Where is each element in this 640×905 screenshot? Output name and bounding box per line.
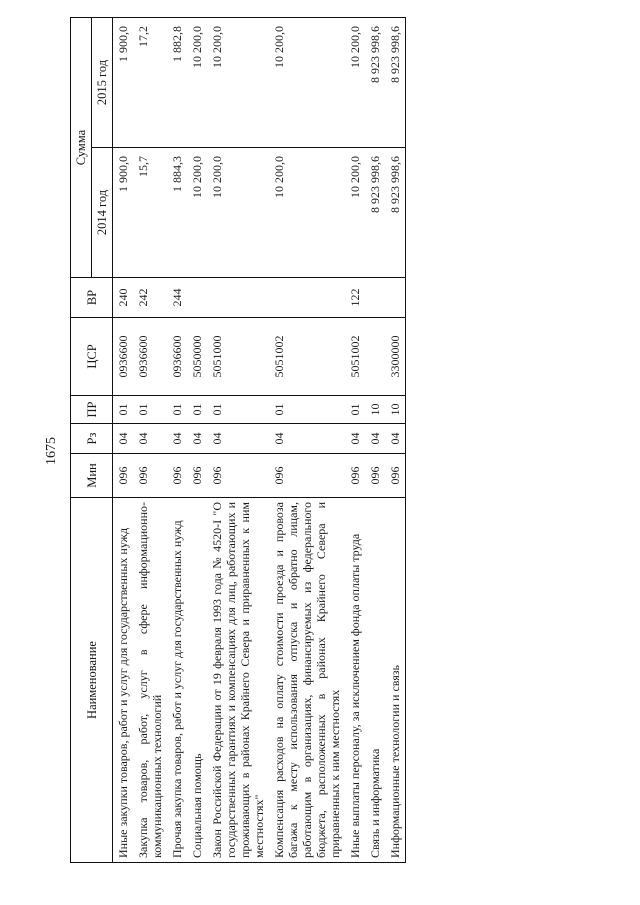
table-row xyxy=(133,18,167,863)
row-pr: 10 xyxy=(365,396,385,424)
header-csr: ЦСР xyxy=(71,318,113,396)
row-min: 096 xyxy=(365,454,385,498)
header-pr: ПР xyxy=(71,396,113,424)
row-rz: 04 xyxy=(365,424,385,454)
row-vr xyxy=(269,278,345,318)
row-rz: 04 xyxy=(207,424,269,454)
row-pr: 01 xyxy=(133,396,167,424)
row-2015: 10 200,0 xyxy=(269,18,345,148)
header-min: Мин xyxy=(71,454,113,498)
row-name: Компенсация расходов на оплату стоимости проезда и провоза багажа к месту использования отпуска и обратно лицам, работающим в организациях, финансируемых из федерального бюджета, расположенных в районах Крайнего Севера и приравненных к ним местностях xyxy=(269,498,345,863)
row-csr: 5051002 xyxy=(345,318,365,396)
row-2015: 1 882,8 xyxy=(167,18,187,148)
row-name: Социальная помощь xyxy=(187,498,207,863)
table-row xyxy=(167,18,187,863)
row-name: Информационные технологии и связь xyxy=(385,498,406,863)
page-number: 1675 xyxy=(44,437,59,465)
row-name: Прочая закупка товаров, работ и услуг для государственных нужд xyxy=(167,498,187,863)
row-vr xyxy=(187,278,207,318)
row-min: 096 xyxy=(207,454,269,498)
row-csr: 0936600 xyxy=(113,318,134,396)
row-2014: 10 200,0 xyxy=(345,148,365,278)
row-vr: 244 xyxy=(167,278,187,318)
header-2014: 2014 год xyxy=(92,148,113,278)
row-2014: 8 923 998,6 xyxy=(365,148,385,278)
row-min: 096 xyxy=(385,454,406,498)
row-2014: 8 923 998,6 xyxy=(385,148,406,278)
row-min: 096 xyxy=(167,454,187,498)
row-pr: 01 xyxy=(207,396,269,424)
row-csr: 3300000 xyxy=(385,318,406,396)
row-2015: 10 200,0 xyxy=(345,18,365,148)
row-vr: 122 xyxy=(345,278,365,318)
header-vr: ВР xyxy=(71,278,113,318)
row-2014: 10 200,0 xyxy=(187,148,207,278)
row-min: 096 xyxy=(113,454,134,498)
row-name: Закупка товаров, работ, услуг в сфере информационно-коммуникационных технологий xyxy=(133,498,167,863)
row-2015: 10 200,0 xyxy=(187,18,207,148)
row-pr: 01 xyxy=(345,396,365,424)
row-pr: 10 xyxy=(385,396,406,424)
row-2014: 10 200,0 xyxy=(269,148,345,278)
table-row xyxy=(113,18,134,863)
row-csr: 0936600 xyxy=(133,318,167,396)
row-pr: 01 xyxy=(187,396,207,424)
row-csr: 5050000 xyxy=(187,318,207,396)
table-row xyxy=(207,18,269,863)
row-2014: 1 884,3 xyxy=(167,148,187,278)
row-rz: 04 xyxy=(133,424,167,454)
table-row xyxy=(187,18,207,863)
row-pr: 01 xyxy=(269,396,345,424)
row-2015: 17,2 xyxy=(133,18,167,148)
row-2014: 1 900,0 xyxy=(113,148,134,278)
row-2015: 8 923 998,6 xyxy=(385,18,406,148)
row-rz: 04 xyxy=(269,424,345,454)
row-2015: 8 923 998,6 xyxy=(365,18,385,148)
row-rz: 04 xyxy=(113,424,134,454)
row-2015: 10 200,0 xyxy=(207,18,269,148)
row-name: Закон Российской Федерации от 19 февраля 1993 года № 4520-I "О государственных гарантиях и компенсациях для лиц, работающих и проживающих в районах Крайнего Севера и приравненных к ним местностях" xyxy=(207,498,269,863)
row-min: 096 xyxy=(345,454,365,498)
row-rz: 04 xyxy=(385,424,406,454)
header-rz: Рз xyxy=(71,424,113,454)
row-rz: 04 xyxy=(187,424,207,454)
row-vr xyxy=(207,278,269,318)
row-min: 096 xyxy=(133,454,167,498)
row-2014: 15,7 xyxy=(133,148,167,278)
rotated-page-content xyxy=(70,18,600,863)
row-name: Иные закупки товаров, работ и услуг для государственных нужд xyxy=(113,498,134,863)
row-csr: 5051000 xyxy=(207,318,269,396)
row-min: 096 xyxy=(187,454,207,498)
row-pr: 01 xyxy=(167,396,187,424)
header-2015: 2015 год xyxy=(92,18,113,148)
row-vr: 242 xyxy=(133,278,167,318)
row-csr xyxy=(365,318,385,396)
header-sum: Сумма xyxy=(71,18,92,278)
row-min: 096 xyxy=(269,454,345,498)
header-name: Наименование xyxy=(71,498,113,863)
budget-table xyxy=(70,17,406,863)
row-name: Связь и информатика xyxy=(365,498,385,863)
row-vr: 240 xyxy=(113,278,134,318)
table-row xyxy=(365,18,385,863)
row-csr: 0936600 xyxy=(167,318,187,396)
table-row xyxy=(385,18,406,863)
row-rz: 04 xyxy=(345,424,365,454)
row-rz: 04 xyxy=(167,424,187,454)
row-2014: 10 200,0 xyxy=(207,148,269,278)
row-vr xyxy=(385,278,406,318)
row-2015: 1 900,0 xyxy=(113,18,134,148)
row-name: Иные выплаты персоналу, за исключением фонда оплаты труда xyxy=(345,498,365,863)
row-csr: 5051002 xyxy=(269,318,345,396)
table-row xyxy=(269,18,345,863)
row-vr xyxy=(365,278,385,318)
row-pr: 01 xyxy=(113,396,134,424)
table-row xyxy=(345,18,365,863)
